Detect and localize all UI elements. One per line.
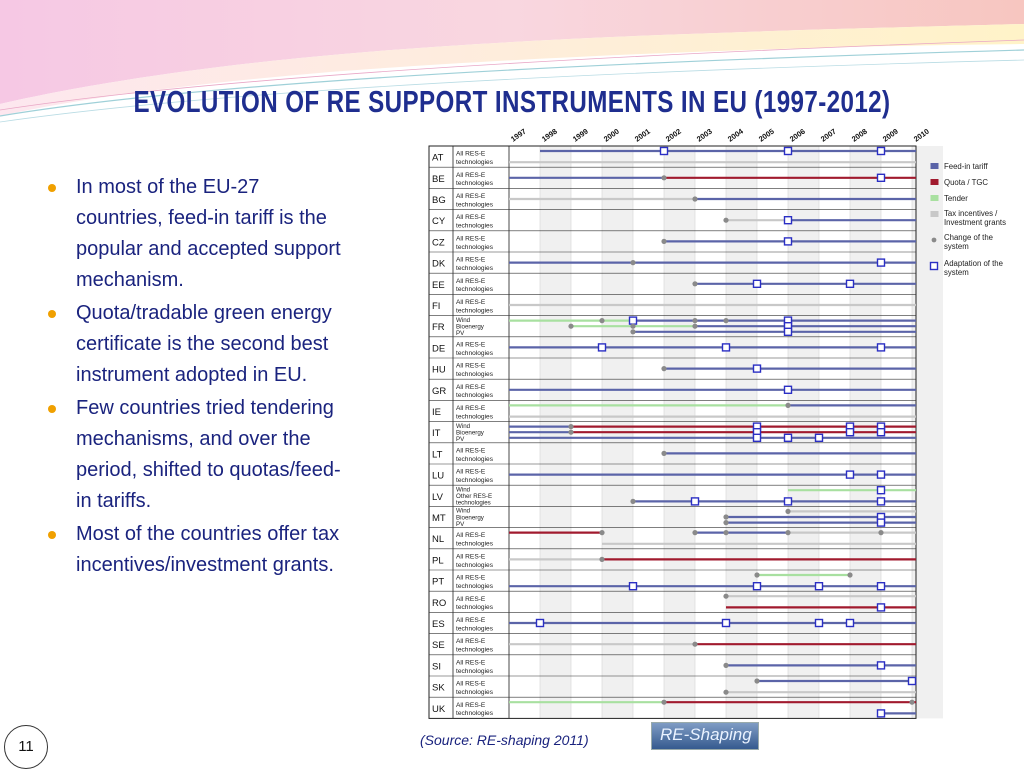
technology-label: technologies xyxy=(456,455,494,463)
change-marker xyxy=(630,260,635,265)
change-marker xyxy=(754,572,759,577)
change-marker xyxy=(661,175,666,180)
adaptation-marker xyxy=(785,148,792,155)
legend-adapt-swatch xyxy=(931,263,938,270)
legend-label: Quota / TGC xyxy=(944,178,989,187)
change-marker xyxy=(785,403,790,408)
adaptation-marker xyxy=(878,148,885,155)
technology-label: All RES-E xyxy=(456,193,486,200)
adaptation-marker xyxy=(661,148,668,155)
technology-label: technologies xyxy=(456,286,494,294)
change-marker xyxy=(754,678,759,683)
technology-label: technologies xyxy=(456,710,494,718)
year-tick-label: 2001 xyxy=(632,126,652,144)
country-code: FR xyxy=(432,322,445,334)
year-tick-label: 1999 xyxy=(570,126,590,144)
adaptation-marker xyxy=(785,217,792,224)
technology-label: All RES-E xyxy=(456,574,486,582)
bullet-text: In most of the EU-27 countries, feed-in tariff is the popular and accepted support mechanism. xyxy=(76,176,341,291)
adaptation-marker xyxy=(878,710,885,717)
year-tick-label: 2002 xyxy=(663,126,683,144)
country-code: PL xyxy=(432,555,444,567)
bullet-item xyxy=(44,519,344,581)
country-code: UK xyxy=(432,703,446,715)
legend-swatch-tax xyxy=(931,211,939,217)
bullet-item xyxy=(44,393,344,517)
technology-label: All RES-E xyxy=(456,659,486,667)
country-code: LU xyxy=(432,470,445,482)
technology-label: technologies xyxy=(456,667,494,675)
timeline-chart-svg xyxy=(428,126,1024,726)
adaptation-marker xyxy=(878,519,885,526)
adaptation-marker xyxy=(847,471,854,478)
technology-label: technologies xyxy=(456,349,494,357)
adaptation-marker xyxy=(816,620,823,627)
country-code: CZ xyxy=(432,237,445,249)
change-marker xyxy=(785,530,790,535)
technology-label: technologies xyxy=(456,625,494,633)
legend-label: Feed-in tariff xyxy=(944,162,988,171)
adaptation-marker xyxy=(630,583,637,590)
technology-label: technologies xyxy=(456,689,494,696)
technology-label: All RES-E xyxy=(456,595,486,603)
legend-label: Adaptation of the xyxy=(944,259,1003,268)
change-marker xyxy=(723,520,728,525)
bullet-list xyxy=(44,172,344,583)
change-marker xyxy=(661,239,666,244)
legend-label: Change of the xyxy=(944,233,993,242)
country-code: SK xyxy=(432,682,445,694)
year-column-band xyxy=(912,146,943,718)
change-marker xyxy=(630,329,635,334)
adaptation-marker xyxy=(537,620,544,627)
technology-label: technologies xyxy=(456,265,494,272)
bullet-text: Few countries tried tendering mechanisms, and over the period, shifted to quotas/feed-in tariffs. xyxy=(76,397,341,512)
country-code: FI xyxy=(432,301,441,312)
bullet-item xyxy=(44,298,344,391)
change-marker xyxy=(599,530,604,535)
technology-label: All RES-E xyxy=(456,171,486,179)
country-code: RO xyxy=(432,597,447,609)
technology-label: Bioenergy xyxy=(456,429,484,437)
adaptation-marker xyxy=(785,498,792,505)
change-marker xyxy=(599,557,604,562)
country-code: NL xyxy=(432,534,445,546)
change-marker xyxy=(568,430,573,435)
year-tick-label: 2007 xyxy=(818,126,838,144)
adaptation-marker xyxy=(754,280,761,287)
country-code: CY xyxy=(432,216,446,228)
technology-label: All RES-E xyxy=(456,299,486,306)
technology-label: technologies xyxy=(456,604,494,612)
change-marker xyxy=(630,324,635,329)
change-marker xyxy=(692,530,697,535)
technology-label: PV xyxy=(456,520,465,528)
technology-label: technologies xyxy=(456,222,494,230)
technology-label: technologies xyxy=(456,201,494,209)
year-tick-label: 2005 xyxy=(756,126,776,144)
technology-label: Bioenergy xyxy=(456,514,484,522)
country-code: IE xyxy=(432,407,441,418)
technology-label: technologies xyxy=(456,561,494,569)
technology-label: Wind xyxy=(456,316,471,324)
country-code: HU xyxy=(432,364,446,376)
technology-label: technologies xyxy=(456,180,494,188)
technology-label: All RES-E xyxy=(456,150,486,158)
technology-label: technologies xyxy=(456,371,494,378)
adaptation-marker xyxy=(816,583,823,590)
legend-label: Tender xyxy=(944,194,968,203)
adaptation-marker xyxy=(878,498,885,505)
year-tick-label: 2010 xyxy=(911,126,931,144)
technology-label: All RES-E xyxy=(456,680,486,688)
technology-label: All RES-E xyxy=(456,341,486,349)
country-code: SE xyxy=(432,640,445,652)
technology-label: PV xyxy=(456,330,465,338)
change-marker xyxy=(909,700,914,705)
country-code: ES xyxy=(432,619,445,630)
technology-label: technologies xyxy=(456,646,494,654)
change-marker xyxy=(692,324,697,329)
adaptation-marker xyxy=(909,678,916,685)
adaptation-marker xyxy=(847,429,854,436)
change-marker xyxy=(723,218,728,223)
country-code: DE xyxy=(432,343,446,355)
page-number: 11 xyxy=(4,725,48,769)
bullet-dot-icon xyxy=(48,184,56,192)
technology-label: Bioenergy xyxy=(456,323,484,331)
technology-label: All RES-E xyxy=(456,362,486,370)
bullet-text: Most of the countries offer tax incentives/investment grants. xyxy=(76,523,340,576)
adaptation-marker xyxy=(878,259,885,266)
legend-swatch-quota xyxy=(931,179,939,185)
bullet-dot-icon xyxy=(48,531,56,539)
country-code: GR xyxy=(432,385,447,397)
change-marker xyxy=(723,594,728,599)
change-marker xyxy=(568,324,573,329)
change-marker xyxy=(692,281,697,286)
change-marker xyxy=(847,572,852,577)
technology-label: All RES-E xyxy=(456,553,486,561)
country-code: BE xyxy=(432,173,445,185)
adaptation-marker xyxy=(785,328,792,335)
change-marker xyxy=(661,366,666,371)
technology-label: All RES-E xyxy=(456,532,486,540)
technology-label: PV xyxy=(456,436,465,444)
country-code: PT xyxy=(432,576,445,588)
adaptation-marker xyxy=(816,434,823,441)
adaptation-marker xyxy=(878,604,885,611)
year-tick-label: 2003 xyxy=(694,126,714,144)
change-marker xyxy=(692,642,697,647)
country-code: SI xyxy=(432,661,441,673)
bullet-text: Quota/tradable green energy certificate is the second best instrument adopted in EU. xyxy=(76,302,332,386)
legend-change-swatch xyxy=(932,238,937,243)
support-instruments-chart xyxy=(428,126,1024,726)
technology-label: technologies xyxy=(456,392,494,400)
adaptation-marker xyxy=(785,238,792,245)
adaptation-marker xyxy=(847,620,854,627)
adaptation-marker xyxy=(723,344,730,351)
adaptation-marker xyxy=(847,280,854,287)
change-marker xyxy=(661,451,666,456)
adaptation-marker xyxy=(785,386,792,393)
legend-swatch-tender xyxy=(931,195,939,201)
technology-label: All RES-E xyxy=(456,405,486,412)
change-marker xyxy=(723,690,728,695)
technology-label: All RES-E xyxy=(456,638,486,646)
year-tick-label: 2006 xyxy=(787,126,807,144)
adaptation-marker xyxy=(754,365,761,372)
technology-label: technologies xyxy=(456,540,494,548)
technology-label: All RES-E xyxy=(456,701,486,709)
technology-label: Wind xyxy=(456,422,471,430)
re-shaping-logo xyxy=(651,722,759,750)
change-marker xyxy=(723,318,728,323)
logo-text: RE-Shaping xyxy=(660,725,752,744)
adaptation-marker xyxy=(878,344,885,351)
legend-label: Tax incentives / xyxy=(944,209,998,218)
technology-label: All RES-E xyxy=(456,617,486,624)
technology-label: technologies xyxy=(456,243,494,251)
year-tick-label: 2009 xyxy=(880,126,900,144)
adaptation-marker xyxy=(692,498,699,505)
adaptation-marker xyxy=(785,434,792,441)
legend-label: Investment grants xyxy=(944,218,1006,227)
adaptation-marker xyxy=(630,317,637,324)
country-code: DK xyxy=(432,258,446,270)
legend-label: system xyxy=(944,242,969,251)
change-marker xyxy=(630,499,635,504)
slide-title: EVOLUTION OF RE SUPPORT INSTRUMENTS IN EU (1997-2012) xyxy=(133,84,891,119)
adaptation-marker xyxy=(723,620,730,627)
technology-label: technologies xyxy=(456,307,494,315)
technology-label: technologies xyxy=(456,413,494,421)
adaptation-marker xyxy=(878,429,885,436)
year-tick-label: 2008 xyxy=(849,126,869,144)
change-marker xyxy=(723,530,728,535)
technology-label: technologies xyxy=(456,477,494,484)
technology-label: All RES-E xyxy=(456,468,486,476)
technology-label: All RES-E xyxy=(456,256,486,264)
adaptation-marker xyxy=(878,174,885,181)
country-code: MT xyxy=(432,513,446,524)
change-marker xyxy=(878,530,883,535)
change-marker xyxy=(661,700,666,705)
adaptation-marker xyxy=(878,487,885,494)
bullet-item xyxy=(44,172,344,296)
change-marker xyxy=(599,318,604,323)
change-marker xyxy=(723,514,728,519)
technology-label: technologies xyxy=(456,583,494,590)
technology-label: technologies xyxy=(456,159,494,166)
technology-label: technologies xyxy=(456,499,491,507)
country-code: LV xyxy=(432,491,443,503)
technology-label: All RES-E xyxy=(456,235,486,243)
change-marker xyxy=(785,509,790,514)
bullet-dot-icon xyxy=(48,310,56,318)
technology-label: All RES-E xyxy=(456,277,486,285)
source-note: (Source: RE-shaping 2011) xyxy=(420,732,589,748)
technology-label: All RES-E xyxy=(456,383,486,391)
adaptation-marker xyxy=(878,471,885,478)
country-code: LT xyxy=(432,449,443,461)
bullet-dot-icon xyxy=(48,405,56,413)
year-tick-label: 2000 xyxy=(601,126,621,144)
change-marker xyxy=(692,318,697,323)
adaptation-marker xyxy=(754,434,761,441)
year-tick-label: 1998 xyxy=(539,126,559,144)
adaptation-marker xyxy=(754,583,761,590)
adaptation-marker xyxy=(599,344,606,351)
technology-label: All RES-E xyxy=(456,447,486,455)
country-code: IT xyxy=(432,428,441,440)
adaptation-marker xyxy=(878,583,885,590)
country-code: EE xyxy=(432,279,445,291)
legend-label: system xyxy=(944,268,969,277)
change-marker xyxy=(568,424,573,429)
technology-label: Other RES-E xyxy=(456,493,493,501)
country-code: AT xyxy=(432,152,444,164)
country-code: BG xyxy=(432,195,446,206)
year-tick-label: 2004 xyxy=(725,126,745,144)
legend-swatch-fit xyxy=(931,163,939,169)
change-marker xyxy=(692,196,697,201)
technology-label: Wind xyxy=(456,507,471,515)
change-marker xyxy=(723,663,728,668)
year-tick-label: 1997 xyxy=(508,126,528,144)
technology-label: All RES-E xyxy=(456,214,486,222)
adaptation-marker xyxy=(878,662,885,669)
technology-label: Wind xyxy=(456,486,471,494)
